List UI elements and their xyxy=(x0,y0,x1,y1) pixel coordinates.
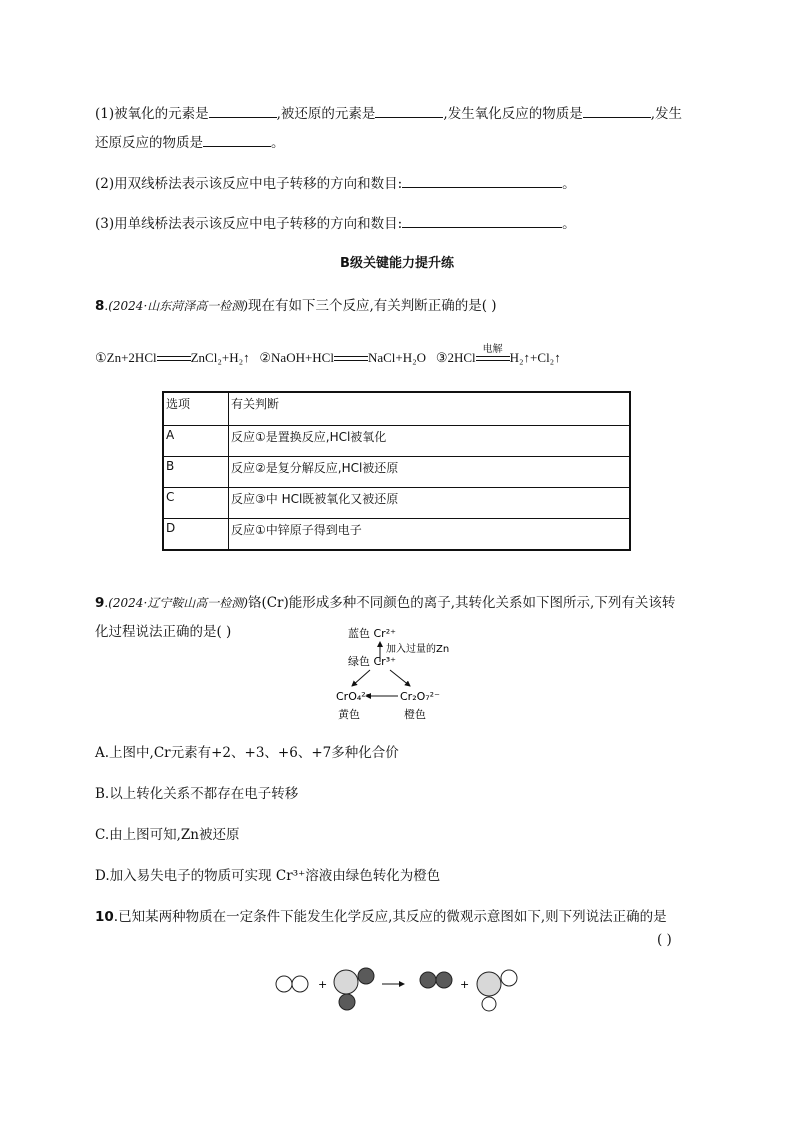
add-zn-label: 加入过量的Zn xyxy=(386,644,450,655)
q9-option-d[interactable]: D.加入易失电子的物质可实现 Cr³⁺溶液由绿色转化为橙色 xyxy=(95,868,441,884)
arrow-to-cr2o7 xyxy=(390,670,410,686)
option-text: 反应①中锌原子得到电子 xyxy=(229,519,631,551)
section-title: B级关键能力提升练 xyxy=(340,256,454,271)
answer-parentheses[interactable]: ( ) xyxy=(657,932,672,948)
q8-stem xyxy=(95,294,497,314)
plus-sign: + xyxy=(460,978,470,991)
q7-part3-text: (3)用单线桥法表示该反应中电子转移的方向和数目: xyxy=(95,216,403,232)
white-atom xyxy=(292,976,308,992)
question-text: 现在有如下三个反应,有关判断正确的是( ) xyxy=(247,298,497,314)
option-text: 反应①是置换反应,HCl被氧化 xyxy=(229,426,631,457)
option-text: 反应②是复分解反应,HCl被还原 xyxy=(229,457,631,488)
chromium-conversion-diagram xyxy=(320,622,480,726)
question-number: 8 xyxy=(95,298,105,314)
table-header-cell: 选项 xyxy=(163,392,229,426)
period: 。 xyxy=(271,135,285,151)
green-cr3-label: 绿色 Cr³⁺ xyxy=(348,655,396,668)
plus-sign: + xyxy=(318,978,328,991)
dark-atom xyxy=(358,968,374,984)
q7-part1-line2 xyxy=(95,131,285,151)
answer-blank[interactable] xyxy=(402,173,562,188)
equation-3-right: H₂↑+Cl₂↑ xyxy=(509,350,561,365)
dark-atom xyxy=(436,972,452,988)
q7-part2-text: (2)用双线桥法表示该反应中电子转移的方向和数目: xyxy=(95,176,403,192)
light-atom xyxy=(334,970,358,994)
question-number: 10 xyxy=(95,909,114,925)
q9-option-b[interactable]: B.以上转化关系不都存在电子转移 xyxy=(95,786,299,802)
table-row[interactable] xyxy=(163,488,630,519)
option-letter: D xyxy=(163,519,229,551)
q8-equations xyxy=(95,344,561,366)
light-atom xyxy=(477,972,501,996)
q7-part1-text-e: 还原反应的物质是 xyxy=(95,135,203,151)
q8-options-table xyxy=(162,391,631,551)
answer-blank[interactable] xyxy=(583,103,651,118)
q9-option-c[interactable]: C.由上图可知,Zn被还原 xyxy=(95,827,240,843)
q7-part1-text-a: (1)被氧化的元素是 xyxy=(95,106,209,122)
dark-atom xyxy=(420,972,436,988)
white-atom xyxy=(276,976,292,992)
equation-1-right: ZnCl₂+H₂↑ xyxy=(190,350,250,365)
arrow-to-cro4 xyxy=(352,670,370,686)
option-text: 反应③中 HCl既被氧化又被还原 xyxy=(229,488,631,519)
q10-stem xyxy=(95,905,667,925)
answer-blank[interactable] xyxy=(209,103,277,118)
cro4-label: CrO₄²⁻ xyxy=(336,690,372,703)
white-atom xyxy=(482,997,496,1011)
orange-label: 橙色 xyxy=(404,708,426,721)
question-number: 9 xyxy=(95,595,105,611)
equation-3-left: ③2HCl xyxy=(435,350,476,365)
q9-stem-line1 xyxy=(95,591,675,611)
reaction-microscopic-diagram xyxy=(270,962,530,1014)
option-letter: C xyxy=(163,488,229,519)
blue-cr2-label: 蓝色 Cr²⁺ xyxy=(348,627,396,640)
equals-sign-electrolysis xyxy=(476,344,510,364)
option-letter: A xyxy=(163,426,229,457)
white-atom xyxy=(501,970,517,986)
equals-sign xyxy=(157,354,191,364)
table-header-cell: 有关判断 xyxy=(229,392,631,426)
q7-part1-text-b: ,被还原的元素是 xyxy=(276,106,376,122)
period: 。 xyxy=(562,216,576,232)
answer-blank[interactable] xyxy=(203,132,271,147)
q9-option-a[interactable]: A.上图中,Cr元素有+2、+3、+6、+7多种化合价 xyxy=(95,745,399,761)
q7-part1-line1 xyxy=(95,102,682,122)
answer-blank[interactable] xyxy=(402,213,562,228)
table-header-row xyxy=(163,392,630,426)
answer-blank[interactable] xyxy=(375,103,443,118)
equation-2-right: NaCl+H₂O xyxy=(367,350,427,365)
cr2o7-label: Cr₂O₇²⁻ xyxy=(400,690,440,703)
equals-sign xyxy=(334,354,368,364)
electrolysis-condition: 电解 xyxy=(482,344,503,356)
q7-part3 xyxy=(95,212,576,232)
question-source: .(2024·山东菏泽高一检测) xyxy=(104,299,248,313)
period: 。 xyxy=(562,176,576,192)
equation-1-left: ①Zn+2HCl xyxy=(95,350,157,365)
option-letter: B xyxy=(163,457,229,488)
table-row[interactable] xyxy=(163,426,630,457)
equation-2-left: ②NaOH+HCl xyxy=(259,350,334,365)
table-row[interactable] xyxy=(163,519,630,551)
q7-part1-text-c: ,发生氧化反应的物质是 xyxy=(443,106,583,122)
q9-stem-line2-text: 化过程说法正确的是( ) xyxy=(95,624,232,640)
yellow-label: 黄色 xyxy=(338,708,360,721)
q7-part2 xyxy=(95,172,576,192)
q7-part1-text-d: ,发生 xyxy=(650,106,683,122)
question-text: 铬(Cr)能形成多种不同颜色的离子,其转化关系如下图所示,下列有关该转 xyxy=(247,595,676,611)
dark-atom xyxy=(339,994,355,1010)
question-text: .已知某两种物质在一定条件下能发生化学反应,其反应的微观示意图如下,则下列说法正确的是 xyxy=(113,909,667,925)
question-source: .(2024·辽宁鞍山高一检测) xyxy=(104,596,248,610)
table-row[interactable] xyxy=(163,457,630,488)
